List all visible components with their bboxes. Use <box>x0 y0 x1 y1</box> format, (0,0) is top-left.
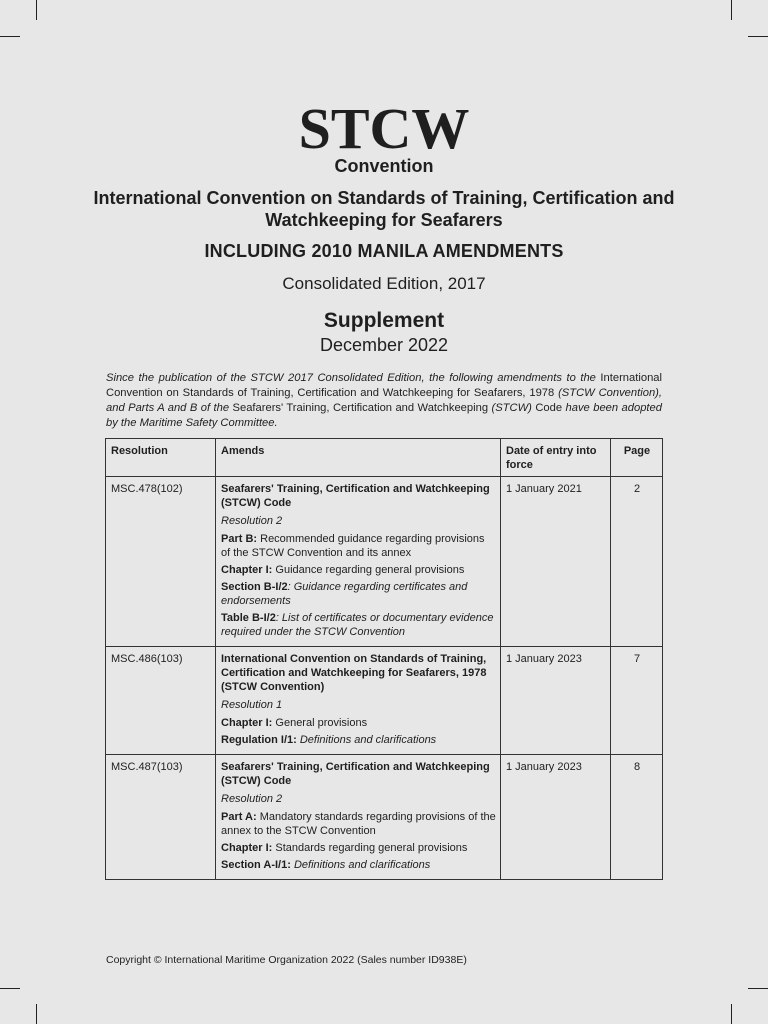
resolution-number: Resolution 2 <box>221 515 283 527</box>
amended-provision <box>221 532 496 560</box>
provision-label: Table B-I/2 <box>221 612 276 624</box>
page-cell: 8 <box>611 755 663 880</box>
crop-mark <box>0 36 20 37</box>
amends-cell <box>216 647 501 755</box>
amended-provision <box>221 858 496 872</box>
amended-instrument-title: International Convention on Standards of Training, Certification and Watchkeeping for Seafarers, 1978 (STCW Convention) <box>221 653 487 693</box>
convention-full-title: International Convention on Standards of Training, Certification and Watchkeeping for Seafarers <box>93 188 675 230</box>
crop-mark <box>748 36 768 37</box>
table-row <box>106 477 663 647</box>
provision-label: Chapter I: <box>221 842 273 854</box>
resolution-number: Resolution 1 <box>221 699 283 711</box>
provision-label: Section A-I/1: <box>221 859 291 871</box>
amended-provision <box>221 563 496 577</box>
page-cell: 7 <box>611 647 663 755</box>
table-row <box>106 647 663 755</box>
amended-provision <box>221 580 496 608</box>
column-header-page: Page <box>611 439 663 477</box>
crop-mark <box>36 0 37 20</box>
provision-label: Regulation I/1: <box>221 734 297 746</box>
column-header-amends: Amends <box>216 439 501 477</box>
provision-text: : Guidance regarding certificates and endorsements <box>221 581 468 607</box>
intro-text: Code <box>535 402 563 414</box>
resolution-cell: MSC.486(103) <box>106 647 216 755</box>
provision-label: Chapter I: <box>221 564 273 576</box>
column-header-date: Date of entry into force <box>501 439 611 477</box>
provision-text: Definitions and clarifications <box>296 734 437 746</box>
resolution-cell: MSC.487(103) <box>106 755 216 880</box>
provision-text: : List of certificates or documentary evidence required under the STCW Convention <box>221 612 494 638</box>
provision-label: Part A: <box>221 811 257 823</box>
provision-text: Definitions and clarifications <box>290 859 431 871</box>
supplement-date: December 2022 <box>319 335 449 355</box>
provision-text: Recommended guidance regarding provisions of the STCW Convention and its annex <box>221 533 485 559</box>
amended-instrument-title: Seafarers' Training, Certification and Watchkeeping (STCW) Code <box>221 761 490 787</box>
provision-text: Guidance regarding general provisions <box>272 564 465 576</box>
provision-label: Part B: <box>221 533 258 545</box>
intro-text: International Convention on Standards of Training, Certification and Watchkeeping for Seafarers, 1978 <box>106 372 662 399</box>
supplement-heading: Supplement <box>323 309 445 332</box>
copyright-notice: Copyright © International Maritime Organization 2022 (Sales number ID938E) <box>106 954 467 966</box>
intro-text: Since the publication of the STCW 2017 Consolidated Edition, the following amendments to the <box>106 372 601 384</box>
intro-text: Seafarers' Training, Certification and Watchkeeping <box>232 402 489 414</box>
amended-instrument-title: Seafarers' Training, Certification and Watchkeeping (STCW) Code <box>221 483 490 509</box>
resolution-cell: MSC.478(102) <box>106 477 216 647</box>
page-cell: 2 <box>611 477 663 647</box>
amends-cell <box>216 755 501 880</box>
amended-provision <box>221 716 496 730</box>
intro-text: have been adopted by the Maritime Safety Committee. <box>106 402 662 429</box>
amends-cell <box>216 477 501 647</box>
date-cell: 1 January 2021 <box>501 477 611 647</box>
intro-paragraph <box>106 371 662 431</box>
crop-mark <box>36 1004 37 1024</box>
crop-mark <box>0 988 20 989</box>
document-subtitle: Convention <box>334 156 434 176</box>
intro-text: (STCW) <box>488 402 536 414</box>
resolution-number: Resolution 2 <box>221 793 283 805</box>
document-title: STCW <box>298 96 470 161</box>
provision-text: General provisions <box>272 717 368 729</box>
intro-text: (STCW Convention), and Parts A and B of the <box>106 387 662 414</box>
crop-mark <box>731 1004 732 1024</box>
date-cell: 1 January 2023 <box>501 647 611 755</box>
provision-text: Mandatory standards regarding provisions of the annex to the STCW Convention <box>221 811 496 837</box>
crop-mark <box>731 0 732 20</box>
provision-label: Chapter I: <box>221 717 273 729</box>
amended-provision <box>221 733 496 747</box>
column-header-resolution: Resolution <box>106 439 216 477</box>
table-row <box>106 755 663 880</box>
table-header-row <box>106 439 663 477</box>
amended-provision <box>221 611 496 639</box>
date-cell: 1 January 2023 <box>501 755 611 880</box>
provision-label: Section B-I/2 <box>221 581 288 593</box>
edition-line: Consolidated Edition, 2017 <box>282 274 486 293</box>
provision-text: Standards regarding general provisions <box>272 842 468 854</box>
crop-mark <box>748 988 768 989</box>
amendments-heading: INCLUDING 2010 MANILA AMENDMENTS <box>204 241 564 261</box>
amended-provision <box>221 810 496 838</box>
amended-provision <box>221 841 496 855</box>
amendments-table <box>105 438 663 880</box>
